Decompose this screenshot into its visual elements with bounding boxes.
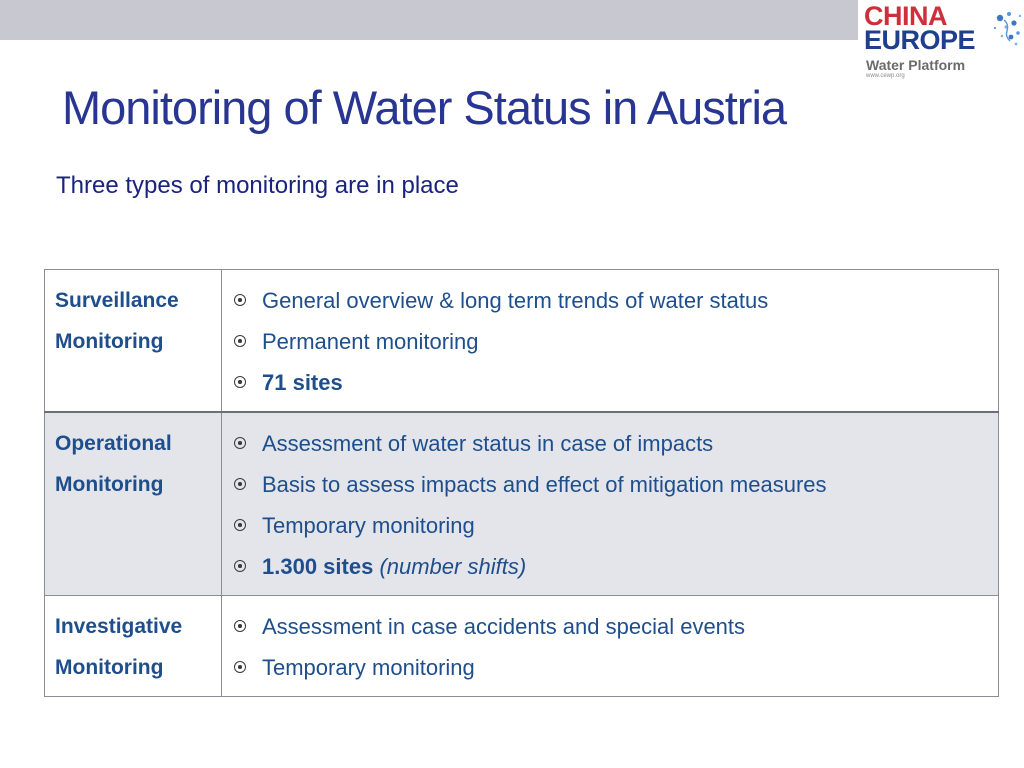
monitoring-types-table [44, 269, 999, 697]
table-row-investigative [45, 596, 999, 697]
circled-dot-icon [234, 478, 246, 490]
list-item [232, 505, 990, 546]
page-title: Monitoring of Water Status in Austria [62, 81, 787, 134]
circled-dot-icon [234, 376, 246, 388]
list-item-text: Assessment in case accidents and special events [262, 614, 746, 639]
list-item-text: Permanent monitoring [262, 329, 479, 354]
list-item [232, 606, 990, 647]
list-item [232, 362, 990, 403]
list-item-text: Assessment of water status in case of impacts [262, 431, 714, 456]
site-count-note: (number shifts) [379, 554, 527, 579]
circled-dot-icon [234, 294, 246, 306]
monitoring-type-label-line2: Monitoring [55, 656, 164, 679]
list-item [232, 647, 990, 688]
list-item [232, 546, 990, 587]
circled-dot-icon [234, 661, 246, 673]
circled-dot-icon [234, 335, 246, 347]
logo-text-europe: EUROPE [864, 25, 976, 55]
table-row-operational [45, 412, 999, 596]
top-bar [0, 0, 858, 40]
list-item [232, 464, 990, 505]
monitoring-type-cell [45, 596, 222, 697]
site-count: 71 sites [262, 370, 343, 395]
monitoring-type-label-line2: Monitoring [55, 330, 164, 353]
monitoring-type-cell [45, 412, 222, 596]
list-item-text: Basis to assess impacts and effect of mitigation measures [262, 472, 827, 497]
circled-dot-icon [234, 620, 246, 632]
list-item [232, 321, 990, 362]
list-item [232, 280, 990, 321]
circled-dot-icon [234, 519, 246, 531]
logo-text-url: www.cewp.org [866, 73, 905, 79]
monitoring-details-cell [222, 412, 999, 596]
monitoring-type-cell [45, 270, 222, 413]
list-item-text: Temporary monitoring [262, 655, 475, 680]
monitoring-points-list [232, 606, 990, 688]
monitoring-type-label-line1: Investigative [55, 615, 183, 638]
list-item-text: General overview & long term trends of water status [262, 288, 769, 313]
site-count: 1.300 sites [262, 554, 374, 579]
monitoring-points-list [232, 280, 990, 403]
list-item-text: Temporary monitoring [262, 513, 475, 538]
china-europe-water-platform-logo [858, 0, 1024, 84]
monitoring-type-label-line1: Operational [55, 432, 172, 455]
logo-text-water-platform: Water Platform [866, 57, 966, 73]
circled-dot-icon [234, 560, 246, 572]
page-subtitle: Three types of monitoring are in place [56, 172, 459, 199]
monitoring-type-label-line1: Surveillance [55, 289, 179, 312]
monitoring-details-cell [222, 596, 999, 697]
monitoring-details-cell [222, 270, 999, 413]
monitoring-type-label-line2: Monitoring [55, 473, 164, 496]
monitoring-points-list [232, 423, 990, 587]
logo-text-china: CHINA [864, 1, 947, 31]
water-splash-icon [978, 6, 1024, 52]
circled-dot-icon [234, 437, 246, 449]
list-item [232, 423, 990, 464]
table-row-surveillance [45, 270, 999, 413]
